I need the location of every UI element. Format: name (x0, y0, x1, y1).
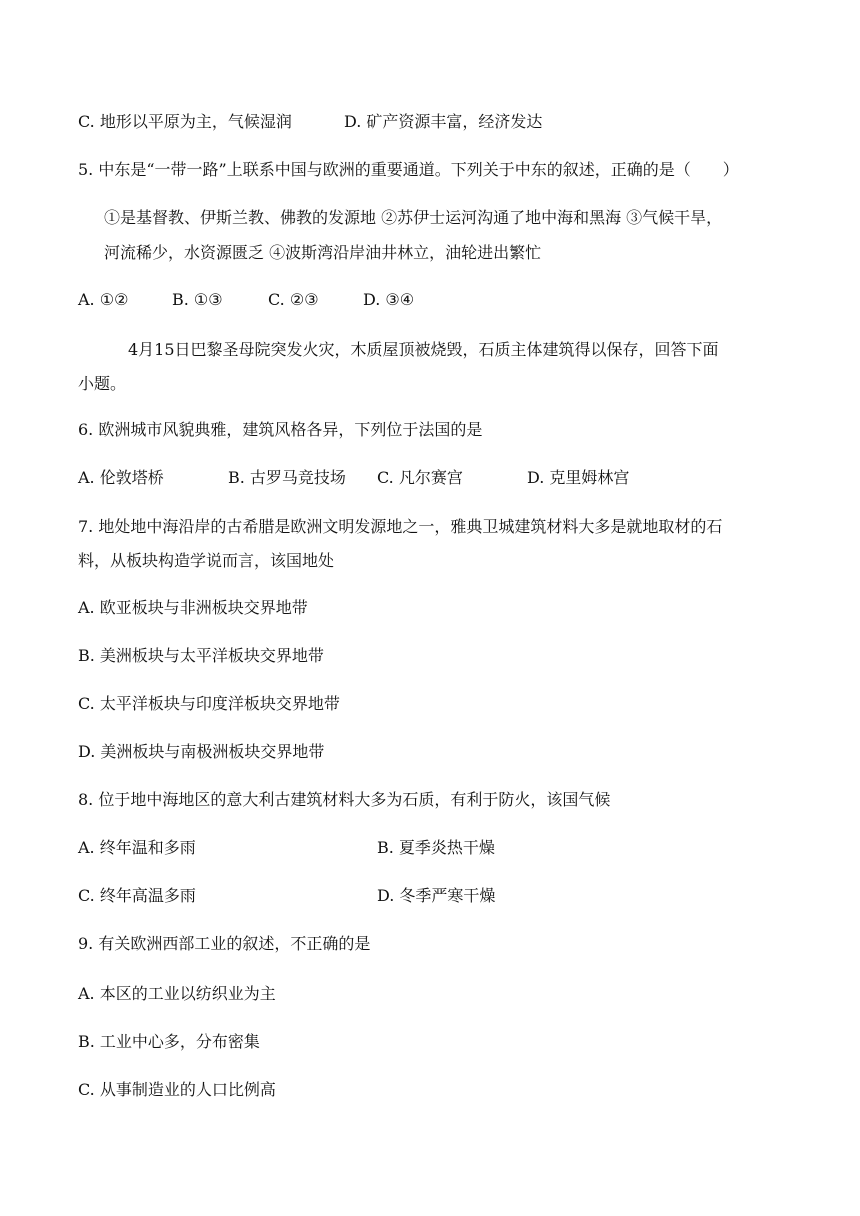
q6-option-a: A. 伦敦塔桥 (78, 468, 164, 487)
q4-option-d: D. 矿产资源丰富，经济发达 (344, 112, 543, 131)
q6-option-c: C. 凡尔赛宫 (377, 468, 463, 487)
q5-statement-line2: 河流稀少，水资源匮乏 ④波斯湾沿岸油井林立，油轮进出繁忙 (104, 243, 542, 262)
q8-option-c: C. 终年高温多雨 (78, 886, 196, 905)
q6-option-b: B. 古罗马竞技场 (228, 468, 346, 487)
q8-stem: 8. 位于地中海地区的意大利古建筑材料大多为石质，有利于防火，该国气候 (78, 790, 611, 809)
q5-option-b: B. ①③ (172, 290, 223, 309)
q7-stem-line2: 料，从板块构造学说而言，该国地处 (78, 551, 335, 570)
q7-option-a: A. 欧亚板块与非洲板块交界地带 (78, 598, 308, 617)
q4-option-c: C. 地形以平原为主，气候湿润 (78, 112, 292, 131)
q9-stem: 9. 有关欧洲西部工业的叙述，不正确的是 (78, 934, 371, 953)
q5-statement-line1: ①是基督教、伊斯兰教、佛教的发源地 ②苏伊士运河沟通了地中海和黑海 ③气候干旱， (104, 208, 723, 227)
q8-option-a: A. 终年温和多雨 (78, 838, 196, 857)
q5-stem: 5. 中东是“一带一路”上联系中国与欧洲的重要通道。下列关于中东的叙述，正确的是（ ） (78, 160, 739, 179)
q9-option-a: A. 本区的工业以纺织业为主 (78, 984, 276, 1003)
q7-option-b: B. 美洲板块与太平洋板块交界地带 (78, 646, 324, 665)
q7-option-d: D. 美洲板块与南极洲板块交界地带 (78, 742, 325, 761)
q5-option-d: D. ③④ (363, 290, 415, 309)
q8-option-b: B. 夏季炎热干燥 (377, 838, 495, 857)
passage-line2: 小题。 (78, 374, 127, 393)
q5-option-a: A. ①② (78, 290, 129, 309)
q8-option-d: D. 冬季严寒干燥 (377, 886, 496, 905)
q5-option-c: C. ②③ (268, 290, 319, 309)
passage-line1: 4月15日巴黎圣母院突发火灾，木质屋顶被烧毁，石质主体建筑得以保存，回答下面 (128, 340, 719, 359)
q7-option-c: C. 太平洋板块与印度洋板块交界地带 (78, 694, 340, 713)
q9-option-c: C. 从事制造业的人口比例高 (78, 1080, 276, 1099)
q6-option-d: D. 克里姆林宫 (527, 468, 630, 487)
q9-option-b: B. 工业中心多，分布密集 (78, 1032, 260, 1051)
q7-stem-line1: 7. 地处地中海沿岸的古希腊是欧洲文明发源地之一，雅典卫城建筑材料大多是就地取材的石 (78, 517, 723, 536)
q6-stem: 6. 欧洲城市风貌典雅，建筑风格各异，下列位于法国的是 (78, 420, 483, 439)
